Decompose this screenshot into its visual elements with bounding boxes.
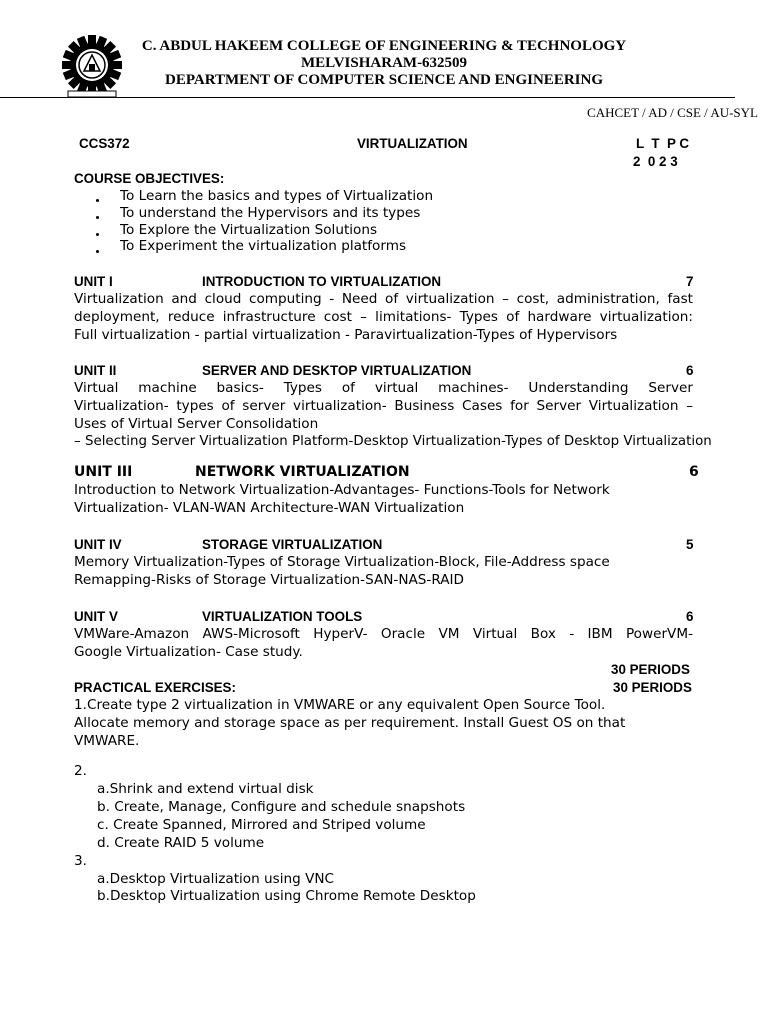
objective-item: To Experiment the virtualization platforms: [120, 238, 407, 254]
bullet-dot: [96, 199, 102, 205]
unit-label: UNIT II: [74, 363, 117, 378]
ltpc-values: 2 0 2 3: [633, 154, 678, 169]
unit-title: NETWORK VIRTUALIZATION: [195, 464, 410, 480]
unit-label: UNIT I: [74, 274, 113, 289]
objectives-heading: COURSE OBJECTIVES:: [74, 171, 225, 186]
exercise-number: 2.: [74, 763, 87, 779]
department-name: DEPARTMENT OF COMPUTER SCIENCE AND ENGINEERING: [165, 72, 603, 88]
unit-content-line: Google Virtualization- Case study.: [74, 644, 303, 660]
unit-content-line: Full virtualization - partial virtualization - Paravirtualization-Types of Hypervisors: [74, 327, 618, 343]
unit-content-line: Memory Virtualization-Types of Storage Virtualization-Block, File-Address space: [74, 554, 610, 570]
objective-item: To Explore the Virtualization Solutions: [120, 222, 378, 238]
college-location: MELVISHARAM-632509: [300, 55, 468, 71]
unit-content-line: VMWare-Amazon AWS-Microsoft HyperV- Oracle VM Virtual Box - IBM PowerVM-: [74, 626, 693, 642]
exercise-number: 3.: [74, 853, 87, 869]
exercise-subitem: b. Create, Manage, Configure and schedule snapshots: [97, 799, 466, 815]
unit-content-line: Virtual machine basics- Types of virtual machines- Understanding Server: [74, 380, 693, 396]
unit-content-line: Introduction to Network Virtualization-Advantages- Functions-Tools for Network: [74, 482, 610, 498]
exercise-line: 1.Create type 2 virtualization in VMWARE or any equivalent Open Source Tool.: [74, 697, 606, 713]
college-name: C. ABDUL HAKEEM COLLEGE OF ENGINEERING & TECHNOLOGY: [141, 38, 627, 54]
exercise-line: Allocate memory and storage space as per requirement. Install Guest OS on that: [74, 715, 626, 731]
bullet-dot: [96, 250, 102, 256]
unit-content-line: – Selecting Server Virtualization Platform-Desktop Virtualization-Types of Desktop Virtualization: [74, 434, 712, 449]
total-periods: 30 PERIODS: [611, 662, 690, 677]
header-divider: [0, 97, 735, 98]
unit-content-line: Virtualization- types of server virtualization- Business Cases for Server Virtualization –: [74, 398, 693, 414]
unit-content-line: Remapping-Risks of Storage Virtualization-SAN-NAS-RAID: [74, 572, 464, 588]
objective-item: To understand the Hypervisors and its types: [120, 205, 421, 221]
unit-content-line: Uses of Virtual Server Consolidation: [74, 416, 319, 432]
unit-label: UNIT IV: [74, 537, 122, 552]
exercise-line: VMWARE.: [74, 733, 140, 749]
exercise-subitem: c. Create Spanned, Mirrored and Striped volume: [97, 817, 426, 833]
unit-content-line: Virtualization and cloud computing - Need of virtualization – cost, administration, fast: [74, 291, 693, 307]
course-title: VIRTUALIZATION: [357, 136, 468, 151]
bullet-dot: [96, 216, 102, 222]
unit-hours: 5: [686, 537, 694, 552]
unit-label: UNIT III: [74, 464, 133, 480]
unit-hours: 6: [686, 363, 694, 378]
unit-label: UNIT V: [74, 609, 118, 624]
exercise-subitem: a.Shrink and extend virtual disk: [97, 781, 314, 797]
unit-hours: 6: [689, 464, 699, 480]
practical-heading: PRACTICAL EXERCISES:: [74, 680, 236, 695]
objective-item: To Learn the basics and types of Virtualization: [120, 188, 434, 204]
exercise-subitem: b.Desktop Virtualization using Chrome Remote Desktop: [97, 888, 476, 904]
unit-title: SERVER AND DESKTOP VIRTUALIZATION: [202, 363, 472, 378]
unit-hours: 6: [686, 609, 694, 624]
unit-title: STORAGE VIRTUALIZATION: [202, 537, 383, 552]
unit-title: INTRODUCTION TO VIRTUALIZATION: [202, 274, 442, 289]
course-code: CCS372: [79, 136, 130, 151]
ltpc-label: L T P C: [636, 136, 690, 151]
unit-title: VIRTUALIZATION TOOLS: [202, 609, 363, 624]
bullet-dot: [96, 233, 102, 239]
unit-content-line: Virtualization- VLAN-WAN Architecture-WAN Virtualization: [74, 500, 465, 516]
unit-hours: 7: [686, 274, 694, 289]
practical-periods: 30 PERIODS: [613, 680, 692, 695]
exercise-subitem: a.Desktop Virtualization using VNC: [97, 871, 335, 887]
syllabus-ref-code: CAHCET / AD / CSE / AU-SYL: [587, 105, 758, 120]
unit-content-line: deployment, reduce infrastructure cost – limitations- Types of hardware virtualization:: [74, 309, 693, 325]
exercise-subitem: d. Create RAID 5 volume: [97, 835, 265, 851]
